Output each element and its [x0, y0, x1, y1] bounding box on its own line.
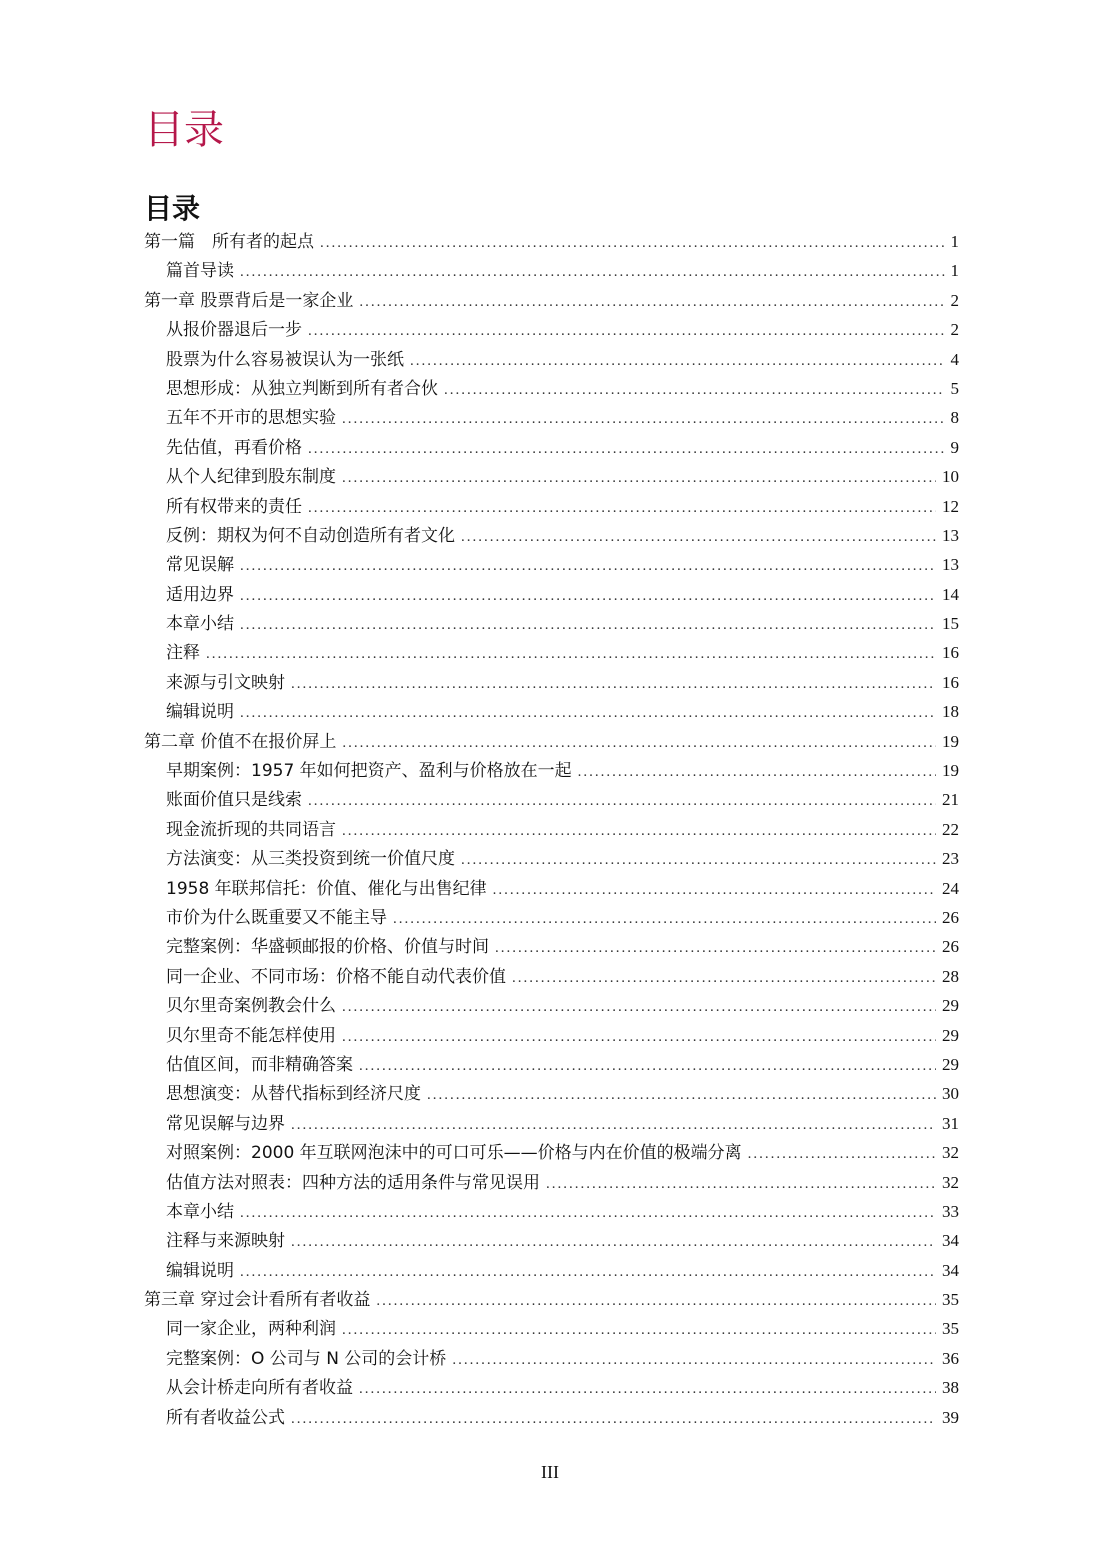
toc-section-entry[interactable]	[144, 962, 959, 991]
toc-entry-page-number: 29	[942, 1054, 959, 1074]
toc-entry-label: 股票为什么容易被误认为一张纸	[166, 349, 404, 370]
dot-leader	[493, 876, 936, 905]
dot-leader	[393, 905, 936, 934]
toc-section-entry[interactable]	[144, 1050, 959, 1079]
toc-chapter-entry[interactable]	[144, 286, 959, 315]
toc-section-entry[interactable]	[144, 1197, 959, 1226]
dot-leader	[342, 464, 936, 493]
toc-section-entry[interactable]	[144, 1344, 959, 1373]
toc-section-entry[interactable]	[144, 462, 959, 491]
toc-section-entry[interactable]	[144, 844, 959, 873]
toc-entry-label: 贝尔里奇不能怎样使用	[166, 1025, 336, 1046]
toc-section-entry[interactable]	[144, 315, 959, 344]
toc-entry-page-number: 19	[942, 731, 959, 751]
toc-entry-page-number: 21	[942, 790, 959, 810]
toc-entry-page-number: 24	[942, 878, 959, 898]
toc-entry-label: 市价为什么既重要又不能主导	[166, 907, 387, 928]
toc-entry-label: 五年不开市的思想实验	[166, 408, 336, 429]
toc-heading: 目录	[144, 192, 201, 225]
toc-entry-page-number: 5	[950, 378, 959, 398]
toc-entry-page-number: 26	[942, 937, 959, 957]
toc-entry-label: 所有权带来的责任	[166, 496, 302, 517]
toc-entry-label: 思想形成：从独立判断到所有者合伙	[166, 378, 438, 399]
toc-entry-label: 方法演变：从三类投资到统一价值尺度	[166, 849, 455, 870]
toc-entry-label: 所有者收益公式	[166, 1407, 285, 1428]
dot-leader	[444, 376, 945, 405]
dot-leader	[240, 1199, 936, 1228]
dot-leader	[342, 1316, 936, 1345]
dot-leader	[320, 229, 945, 258]
toc-chapter-entry[interactable]	[144, 1285, 959, 1314]
dot-leader	[427, 1081, 936, 1110]
toc-section-entry[interactable]	[144, 492, 959, 521]
toc-section-entry[interactable]	[144, 433, 959, 462]
toc-entry-label: 第一篇 所有者的起点	[144, 232, 314, 252]
dot-leader	[512, 964, 936, 993]
dot-leader	[495, 934, 936, 963]
toc-entry-label: 篇首导读	[166, 261, 234, 282]
toc-entry-page-number: 22	[942, 819, 959, 839]
toc-entry-page-number: 35	[942, 1290, 959, 1310]
toc-section-entry[interactable]	[144, 756, 959, 785]
dot-leader	[308, 435, 945, 464]
toc-entry-page-number: 31	[942, 1113, 959, 1133]
toc-section-entry[interactable]	[144, 785, 959, 814]
page-heading: 目录	[144, 107, 224, 153]
toc-section-entry[interactable]	[144, 668, 959, 697]
toc-section-entry[interactable]	[144, 1109, 959, 1138]
toc-entry-label: 编辑说明	[166, 1260, 234, 1281]
toc-entry-page-number: 12	[942, 496, 959, 516]
toc-section-entry[interactable]	[144, 1314, 959, 1343]
dot-leader	[240, 1258, 936, 1287]
toc-list	[144, 227, 959, 1432]
toc-entry-label: 同一企业、不同市场：价格不能自动代表价值	[166, 966, 506, 987]
toc-entry-label: 适用边界	[166, 584, 234, 605]
toc-entry-page-number: 4	[950, 349, 959, 369]
toc-entry-label: 完整案例：华盛顿邮报的价格、价值与时间	[166, 937, 489, 958]
toc-entry-page-number: 13	[942, 525, 959, 545]
toc-section-entry[interactable]	[144, 609, 959, 638]
toc-section-entry[interactable]	[144, 1226, 959, 1255]
dot-leader	[240, 611, 936, 640]
toc-entry-page-number: 38	[942, 1378, 959, 1398]
toc-entry-label: 常见误解与边界	[166, 1113, 285, 1134]
toc-entry-page-number: 1	[950, 261, 959, 281]
toc-entry-page-number: 30	[942, 1084, 959, 1104]
dot-leader	[748, 1140, 936, 1169]
toc-entry-label: 注释	[166, 643, 200, 664]
toc-section-entry[interactable]	[144, 374, 959, 403]
dot-leader	[291, 1228, 936, 1257]
toc-entry-label: 对照案例：2000 年互联网泡沫中的可口可乐——价格与内在价值的极端分离	[166, 1143, 742, 1164]
toc-section-entry[interactable]	[144, 1079, 959, 1108]
dot-leader	[308, 317, 945, 346]
toc-entry-page-number: 15	[942, 614, 959, 634]
toc-entry-page-number: 39	[942, 1407, 959, 1427]
toc-entry-label: 估值方法对照表：四种方法的适用条件与常见误用	[166, 1172, 540, 1193]
dot-leader	[342, 1023, 936, 1052]
toc-section-entry[interactable]	[144, 903, 959, 932]
dot-leader	[452, 1346, 936, 1375]
dot-leader	[240, 258, 945, 287]
toc-entry-page-number: 23	[942, 849, 959, 869]
toc-entry-page-number: 14	[942, 584, 959, 604]
toc-entry-page-number: 19	[942, 761, 959, 781]
dot-leader	[342, 405, 945, 434]
dot-leader	[308, 494, 936, 523]
toc-entry-label: 现金流折现的共同语言	[166, 819, 336, 840]
dot-leader	[376, 1287, 936, 1316]
toc-section-entry[interactable]	[144, 580, 959, 609]
toc-section-entry[interactable]	[144, 521, 959, 550]
toc-entry-page-number: 36	[942, 1348, 959, 1368]
toc-entry-page-number: 32	[942, 1172, 959, 1192]
toc-entry-label: 来源与引文映射	[166, 672, 285, 693]
dot-leader	[461, 846, 936, 875]
toc-section-entry[interactable]	[144, 815, 959, 844]
toc-entry-page-number: 1	[950, 232, 959, 251]
toc-entry-label: 从会计桥走向所有者收益	[166, 1378, 353, 1399]
toc-entry-label: 本章小结	[166, 614, 234, 635]
toc-entry-page-number: 32	[942, 1143, 959, 1163]
toc-entry-page-number: 34	[942, 1260, 959, 1280]
toc-entry-page-number: 29	[942, 996, 959, 1016]
dot-leader	[461, 523, 936, 552]
toc-entry-label: 先估值，再看价格	[166, 437, 302, 458]
toc-section-entry[interactable]	[144, 1373, 959, 1402]
toc-entry-label: 第三章 穿过会计看所有者收益	[144, 1290, 371, 1311]
toc-entry-page-number: 18	[942, 702, 959, 722]
toc-entry-page-number: 9	[950, 437, 959, 457]
dot-leader	[359, 1052, 936, 1081]
toc-entry-label: 第二章 价值不在报价屏上	[144, 731, 337, 752]
dot-leader	[206, 640, 936, 669]
toc-entry-label: 注释与来源映射	[166, 1231, 285, 1252]
dot-leader	[291, 1405, 936, 1434]
toc-entry-label: 贝尔里奇案例教会什么	[166, 996, 336, 1017]
toc-section-entry[interactable]	[144, 874, 959, 903]
toc-entry-label: 从个人纪律到股东制度	[166, 467, 336, 488]
toc-section-entry[interactable]	[144, 991, 959, 1020]
toc-section-entry[interactable]	[144, 345, 959, 374]
toc-entry-page-number: 35	[942, 1319, 959, 1339]
toc-entry-page-number: 2	[950, 320, 959, 340]
toc-entry-label: 完整案例：O 公司与 N 公司的会计桥	[166, 1348, 447, 1369]
dot-leader	[359, 288, 944, 317]
toc-section-entry[interactable]	[144, 1168, 959, 1197]
toc-section-entry[interactable]	[144, 550, 959, 579]
dot-leader	[359, 1375, 936, 1404]
toc-section-entry[interactable]	[144, 403, 959, 432]
toc-entry-page-number: 26	[942, 907, 959, 927]
toc-entry-label: 从报价器退后一步	[166, 320, 302, 341]
toc-entry-label: 第一章 股票背后是一家企业	[144, 290, 354, 311]
toc-entry-label: 估值区间，而非精确答案	[166, 1054, 353, 1075]
toc-entry-label: 常见误解	[166, 555, 234, 576]
toc-chapter-entry[interactable]	[144, 727, 959, 756]
toc-section-entry[interactable]	[144, 1256, 959, 1285]
dot-leader	[291, 1111, 936, 1140]
toc-entry-label: 早期案例：1957 年如何把资产、盈利与价格放在一起	[166, 761, 572, 782]
page-number: III	[541, 1462, 559, 1482]
dot-leader	[342, 729, 936, 758]
toc-entry-page-number: 34	[942, 1231, 959, 1251]
toc-section-entry[interactable]	[144, 1138, 959, 1167]
dot-leader	[240, 582, 936, 611]
toc-entry-page-number: 16	[942, 643, 959, 663]
toc-entry-label: 同一家企业，两种利润	[166, 1319, 336, 1340]
dot-leader	[342, 993, 936, 1022]
dot-leader	[291, 670, 936, 699]
toc-entry-page-number: 16	[942, 672, 959, 692]
dot-leader	[240, 552, 936, 581]
toc-entry-page-number: 10	[942, 467, 959, 487]
toc-entry-page-number: 33	[942, 1201, 959, 1221]
dot-leader	[410, 347, 945, 376]
toc-entry-label: 账面价值只是线索	[166, 790, 302, 811]
toc-entry-label: 反例：期权为何不自动创造所有者文化	[166, 525, 455, 546]
toc-entry-page-number: 8	[950, 408, 959, 428]
toc-section-entry[interactable]	[144, 1403, 959, 1432]
toc-section-entry[interactable]	[144, 256, 959, 285]
dot-leader	[308, 787, 936, 816]
dot-leader	[240, 699, 936, 728]
dot-leader	[578, 758, 936, 787]
toc-entry-page-number: 2	[950, 290, 959, 310]
toc-entry-label: 1958 年联邦信托：价值、催化与出售纪律	[166, 878, 487, 899]
toc-section-entry[interactable]	[144, 1021, 959, 1050]
toc-entry-page-number: 13	[942, 555, 959, 575]
toc-section-entry[interactable]	[144, 932, 959, 961]
dot-leader	[342, 817, 936, 846]
toc-entry-label: 编辑说明	[166, 702, 234, 723]
toc-chapter-entry[interactable]	[144, 227, 959, 256]
toc-section-entry[interactable]	[144, 697, 959, 726]
toc-entry-page-number: 28	[942, 966, 959, 986]
toc-entry-label: 思想演变：从替代指标到经济尺度	[166, 1084, 421, 1105]
toc-entry-page-number: 29	[942, 1025, 959, 1045]
toc-section-entry[interactable]	[144, 638, 959, 667]
toc-entry-label: 本章小结	[166, 1201, 234, 1222]
dot-leader	[546, 1170, 936, 1199]
